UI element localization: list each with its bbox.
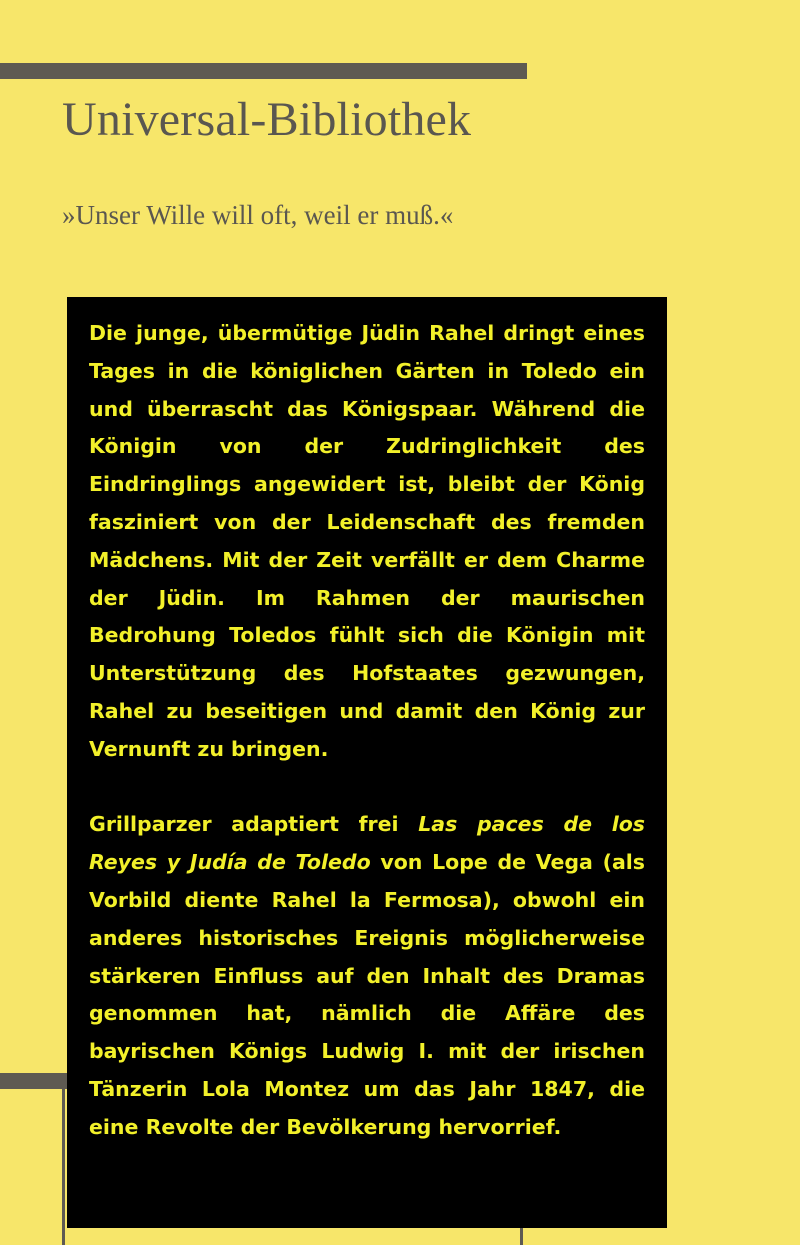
- series-title: Universal-Bibliothek: [62, 93, 472, 146]
- bottom-left-decorative-bar: [0, 1073, 70, 1089]
- blurb-paragraph-1: Die junge, übermütige Jüdin Rahel dringt eines Tages in die königlichen Gärten in Toledo ein und überrascht das Königspaar. Während die Königin von der Zudringlichkeit des Eindringlings angewidert ist, bleibt der König fasziniert von der Leidenschaft des fremden Mädchens. Mit der Zeit verfällt er dem Charme der Jüdin. Im Rahmen der maurischen Bedrohung Toledos fühlt sich die Königin mit Unterstützung des Hofstaates gezwungen, Rahel zu beseitigen und damit den König zur Vernunft zu bringen.: [89, 321, 645, 761]
- motto-quote: »Unser Wille will oft, weil er muß.«: [62, 200, 454, 230]
- top-decorative-bar: [0, 63, 527, 79]
- blurb-paragraph-2-intro: Grillparzer adaptiert frei: [89, 812, 399, 837]
- vertical-rule-left: [62, 1079, 65, 1245]
- blurb-box: [67, 297, 667, 1228]
- blurb-paragraph-2-rest: von Lope de Vega (als Vorbild diente Rahel la Fermosa), obwohl ein anderes historisches Ereignis möglicherweise stärkeren Einfluss auf den Inhalt des Dramas genommen hat, nämlich die Affäre des bayrischen Königs Ludwig I. mit der irischen Tänzerin Lola Montez um das Jahr 1847, die eine Revolte der Bevölkerung hervorrief.: [89, 850, 646, 1139]
- work-title: Las paces de los Reyes y Judía de Toledo: [89, 812, 646, 875]
- blurb-paragraph-2: [89, 806, 645, 1146]
